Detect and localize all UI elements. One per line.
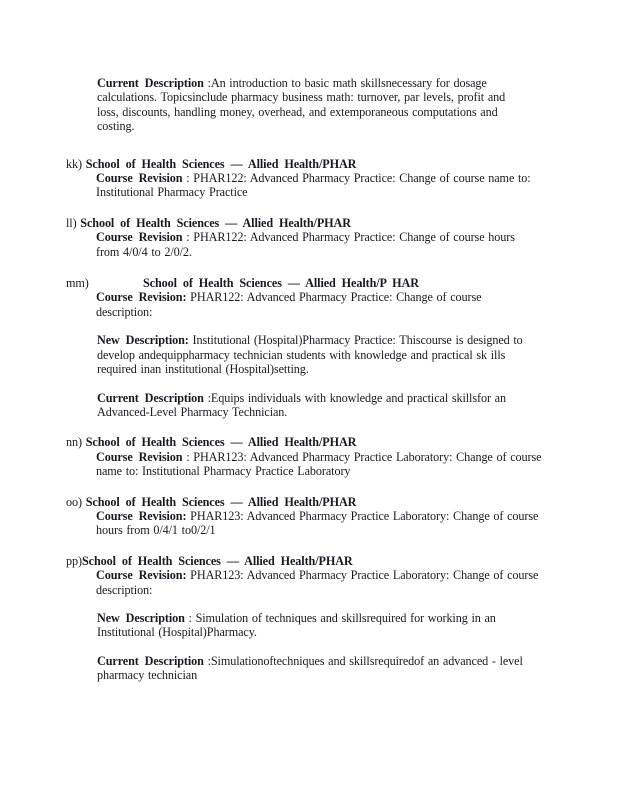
school-heading: School of Health Sciences — Allied Health/PHAR <box>85 494 357 509</box>
text-run: : PHAR122: Advanced Pharmacy Practice: Change of course hours <box>182 230 515 245</box>
text-line <box>66 171 582 185</box>
text-run: PHAR122: Advanced Pharmacy Practice: Change of course <box>186 290 482 305</box>
school-heading: School of Health Sciences — Allied Health/PHAR <box>80 215 351 230</box>
text-run: : Simulation of techniques and skillsrequired for working in an <box>184 610 496 625</box>
text-line: Advanced-Level Pharmacy Technician. <box>97 404 288 419</box>
text-line: required inan institutional (Hospital)setting. <box>97 362 309 377</box>
item-marker: oo) <box>66 494 82 509</box>
text-line: description: <box>96 304 153 319</box>
text-run: PHAR123: Advanced Pharmacy Practice Laboratory: Change of course <box>186 508 539 523</box>
text-run: :Equips individuals with knowledge and practical skillsfor an <box>203 390 506 405</box>
revision-item-nn <box>66 435 582 478</box>
item-heading-line <box>66 495 582 509</box>
field-label-course-revision: Course Revision: <box>96 290 187 305</box>
text-line: pharmacy technician <box>97 668 198 683</box>
text-line: description: <box>96 582 153 597</box>
school-heading: School of Health Sciences — Allied Health/P HAR <box>143 276 419 291</box>
paragraph-current-description-phar123 <box>97 654 582 683</box>
revision-item-pp <box>66 554 582 597</box>
field-label-course-revision: Course Revision <box>96 171 183 186</box>
paragraph-new-description-phar123 <box>97 611 582 640</box>
text-line: name to: Institutional Pharmacy Practice Laboratory <box>96 464 351 479</box>
item-heading-line <box>66 276 582 290</box>
field-label-course-revision: Course Revision <box>96 230 183 245</box>
text-line <box>66 230 582 244</box>
text-run: : PHAR123: Advanced Pharmacy Practice Laboratory: Change of course <box>182 449 542 464</box>
text-line <box>97 333 582 347</box>
revision-item-ll <box>66 216 582 259</box>
field-label-new-description: New Description: <box>97 333 189 348</box>
paragraph-current-description-math <box>97 76 582 134</box>
school-heading: School of Health Sciences — Allied Health/PHAR <box>85 435 357 450</box>
school-heading: School of Health Sciences — Allied Health/PHAR <box>85 156 357 171</box>
text-line: calculations. Topicsinclude pharmacy business math: turnover, par levels, profit and <box>97 90 506 105</box>
field-label-course-revision: Course Revision: <box>96 568 187 583</box>
revision-item-oo <box>66 495 582 538</box>
field-label-current-description: Current Description <box>97 76 204 90</box>
item-marker: ll) <box>66 215 77 230</box>
revision-item-kk <box>66 157 582 200</box>
item-heading-line <box>66 554 582 568</box>
item-heading-line <box>66 157 582 171</box>
text-line <box>97 76 582 90</box>
school-heading: School of Health Sciences — Allied Health/PHAR <box>81 553 353 568</box>
field-label-course-revision: Course Revision <box>96 449 183 464</box>
field-label-course-revision: Course Revision: <box>96 508 187 523</box>
text-run: : PHAR122: Advanced Pharmacy Practice: Change of course name to: <box>182 171 531 186</box>
text-line: Institutional Pharmacy Practice <box>96 185 248 200</box>
item-marker: kk) <box>66 156 82 171</box>
text-run: :Simulationoftechniques and skillsrequiredof an advanced - level <box>203 653 523 668</box>
text-line: costing. <box>97 119 135 134</box>
item-marker: nn) <box>66 435 82 450</box>
text-run: :An introduction to basic math skillsnecessary for dosage <box>203 76 487 90</box>
item-heading-line <box>66 216 582 230</box>
field-label-current-description: Current Description <box>97 653 204 668</box>
item-marker: mm) <box>66 276 89 291</box>
item-marker: pp) <box>66 553 82 568</box>
item-heading-line <box>66 435 582 449</box>
paragraph-current-description-phar122 <box>97 391 582 420</box>
text-line: from 4/0/4 to 2/0/2. <box>96 244 192 259</box>
text-line <box>97 611 582 625</box>
text-run: Institutional (Hospital)Pharmacy Practice: Thiscourse is designed to <box>188 333 523 348</box>
field-label-current-description: Current Description <box>97 390 204 405</box>
text-line <box>97 654 582 668</box>
text-line <box>66 450 582 464</box>
text-line <box>66 568 582 582</box>
paragraph-new-description-phar122 <box>97 333 582 376</box>
text-line: loss, discounts, handling money, overhead, and extemporaneous computations and <box>97 104 498 119</box>
revision-item-mm <box>66 276 582 319</box>
text-run: PHAR123: Advanced Pharmacy Practice Laboratory: Change of course <box>186 568 539 583</box>
text-line: develop andequippharmacy technician students with knowledge and practical sk ills <box>97 347 506 362</box>
text-line: Institutional (Hospital)Pharmacy. <box>97 625 257 640</box>
text-line <box>66 509 582 523</box>
text-line <box>66 290 582 304</box>
text-line: hours from 0/4/1 to0/2/1 <box>96 523 216 538</box>
field-label-new-description: New Description <box>97 610 185 625</box>
text-line <box>97 391 582 405</box>
